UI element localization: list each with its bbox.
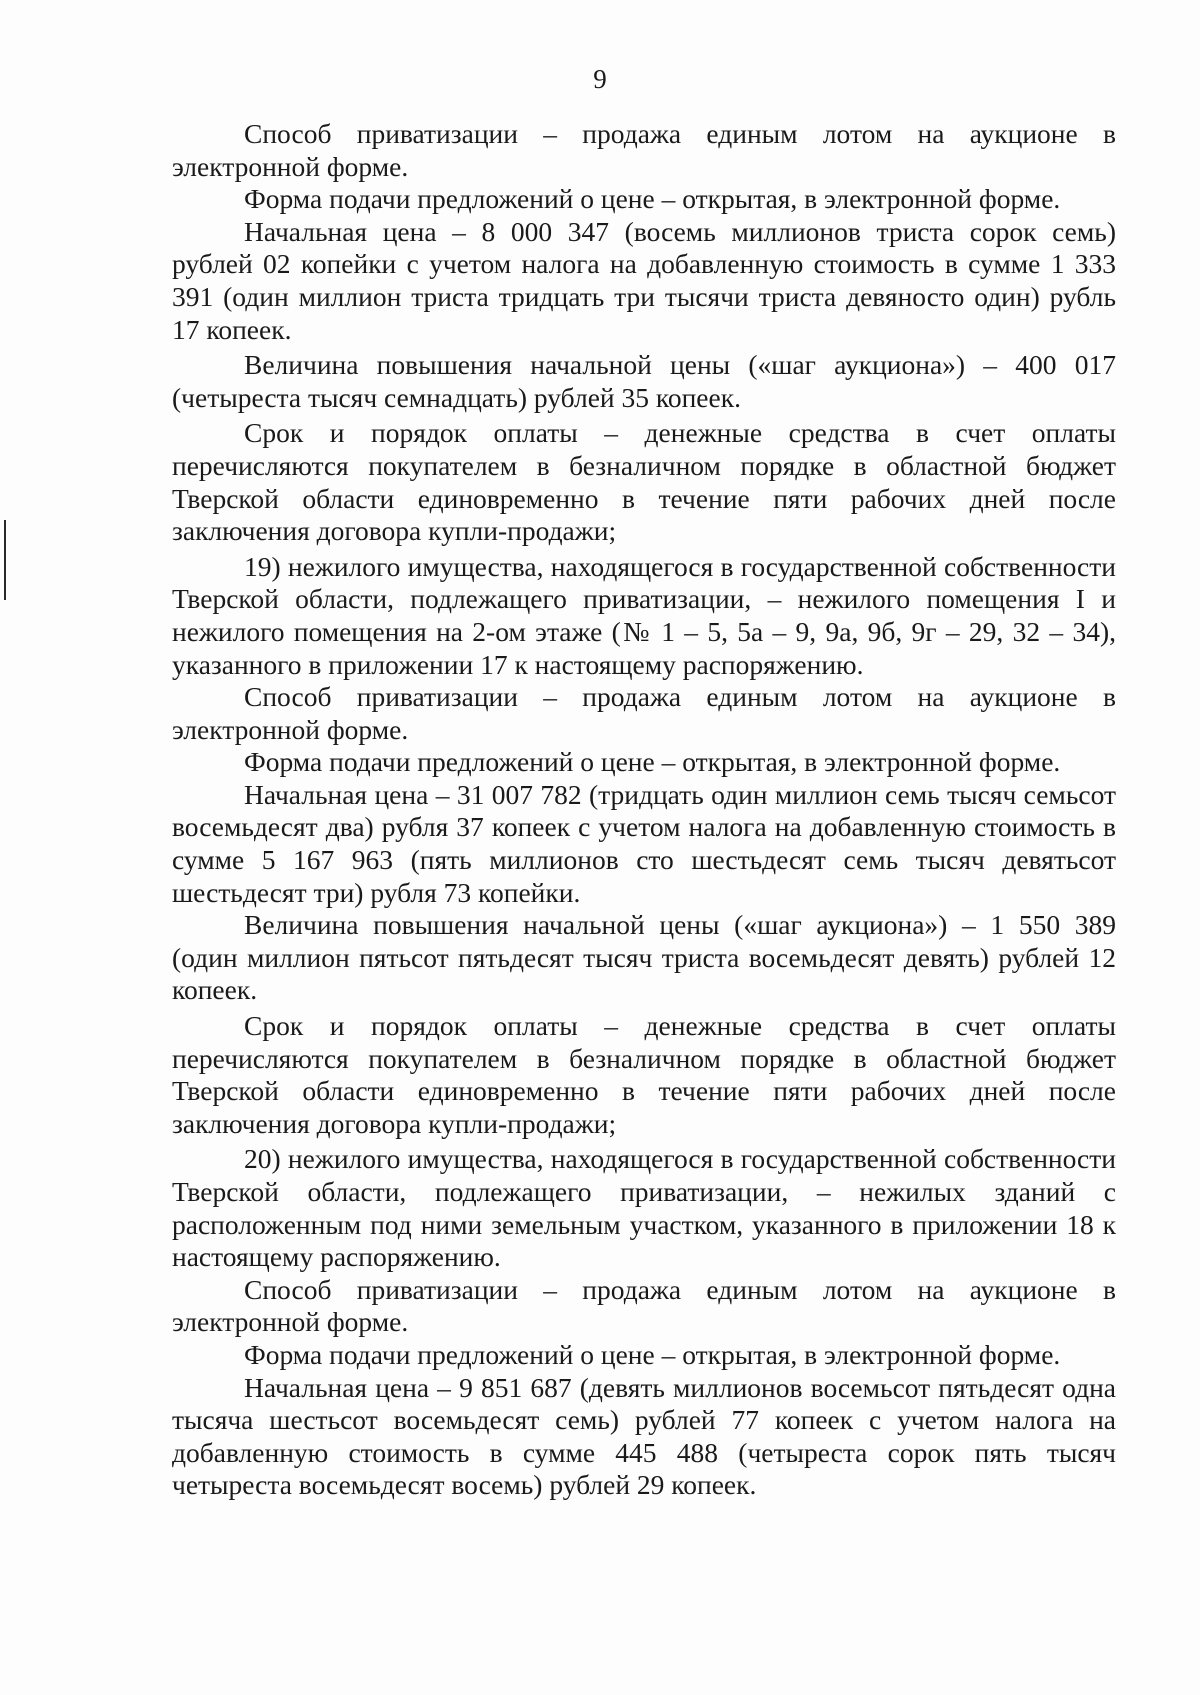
paragraph-payment-terms: Срок и порядок оплаты – денежные средства в счет оплаты перечисляются покупателем в безналичном порядке в областной бюджет Тверской области единовременно в течение пяти рабочих дней после заключения договора купли-продажи; [172, 1010, 1116, 1139]
document-body [172, 118, 1116, 1502]
paragraph-privatization-method: Способ приватизации – продажа единым лотом на аукционе в электронной форме. [172, 1273, 1116, 1338]
paragraph-auction-step: Величина повышения начальной цены («шаг аукциона») – 400 017 (четыреста тысяч семнадцать) рублей 35 копеек. [172, 349, 1116, 413]
paragraph-bid-form: Форма подачи предложений о цене – открытая, в электронной форме. [244, 1338, 1061, 1370]
paragraph-auction-step: Величина повышения начальной цены («шаг аукциона») – 1 550 389 (один миллион пятьсот пятьдесят тысяч триста восемьдесят девять) рублей 12 копеек. [172, 909, 1116, 1006]
paragraph-privatization-method: Способ приватизации – продажа единым лотом на аукционе в электронной форме. [172, 118, 1116, 182]
paragraph-bid-form: Форма подачи предложений о цене – открытая, в электронной форме. [244, 746, 1061, 778]
paragraph-starting-price: Начальная цена – 31 007 782 (тридцать один миллион семь тысяч семьсот восемьдесят два) рубля 37 копеек с учетом налога на добавленную стоимость в сумме 5 167 963 (пять миллионов сто шестьдесят семь тысяч девятьсот шестьдесят три) рубля 73 копейки. [172, 778, 1116, 908]
paragraph-item-19: 19) нежилого имущества, находящегося в государственной собственности Тверской области, подлежащего приватизации, – нежилого помещения I и нежилого помещения на 2-ом этаже (№ 1 – 5, 5а – 9, 9а, 9б, 9г – 29, 32 – 34), указанного в приложении 17 к настоящему распоряжению. [172, 550, 1116, 680]
paragraph-payment-terms: Срок и порядок оплаты – денежные средства в счет оплаты перечисляются покупателем в безналичном порядке в областной бюджет Тверской области единовременно в течение пяти рабочих дней после заключения договора купли-продажи; [172, 417, 1116, 547]
paragraph-starting-price: Начальная цена – 9 851 687 (девять миллионов восемьсот пятьдесят одна тысяча шестьсот восемьдесят семь) рублей 77 копеек с учетом налога на добавленную стоимость в сумме 445 488 (четыреста сорок пять тысяч четыреста восемьдесят восемь) рублей 29 копеек. [172, 1371, 1116, 1501]
paragraph-privatization-method: Способ приватизации – продажа единым лотом на аукционе в электронной форме. [172, 681, 1116, 745]
page-number: 9 [593, 64, 607, 94]
paragraph-item-20: 20) нежилого имущества, находящегося в государственной собственности Тверской области, подлежащего приватизации, – нежилых зданий с расположенным под ними земельным участком, указанного в приложении 18 к настоящему распоряжению. [172, 1143, 1116, 1273]
paragraph-bid-form: Форма подачи предложений о цене – открытая, в электронной форме. [244, 183, 1061, 215]
paragraph-starting-price: Начальная цена – 8 000 347 (восемь миллионов триста сорок семь) рублей 02 копейки с учетом налога на добавленную стоимость в сумме 1 333 391 (один миллион триста тридцать три тысячи триста девяносто один) рубль 17 копеек. [172, 215, 1116, 345]
scan-edge-mark [4, 520, 6, 600]
